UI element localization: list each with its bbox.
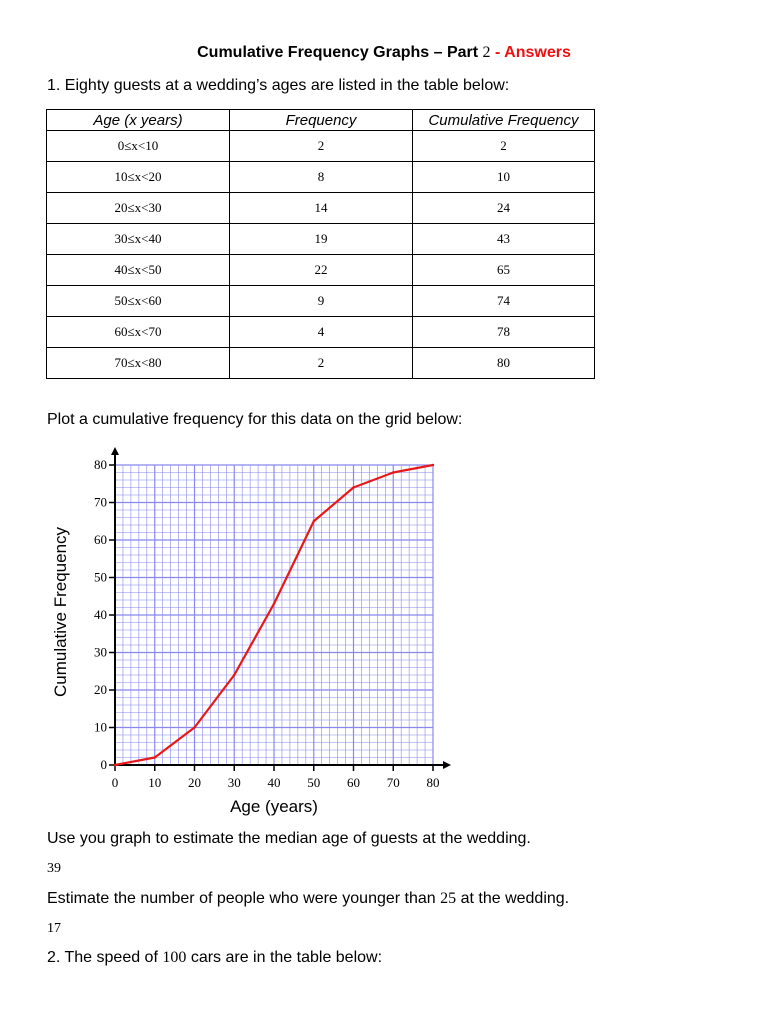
younger-question-text-end: at the wedding. (460, 890, 570, 907)
table-row (47, 224, 595, 255)
data-point (273, 603, 275, 605)
header-cumulative (413, 110, 595, 131)
frequency-cell: 22 (230, 255, 413, 286)
header-age-label: Age (x years) (93, 111, 183, 129)
data-point (193, 726, 195, 728)
data-point (432, 464, 434, 466)
younger-answer: 17 (47, 921, 61, 936)
table-row (47, 162, 595, 193)
y-tick-label: 0 (100, 757, 107, 772)
y-axis-arrow-icon (111, 447, 119, 455)
y-tick-label: 80 (94, 457, 107, 472)
title-part-number: 2 (482, 44, 491, 61)
chart-ticks (94, 457, 440, 790)
frequency-cell: 14 (230, 193, 413, 224)
age-cell: 50≤x<60 (47, 286, 230, 317)
q2-intro-number: 100 (162, 949, 187, 966)
x-axis-arrow-icon (443, 761, 451, 769)
younger-question (47, 890, 569, 908)
cumulative-cell: 24 (413, 193, 595, 224)
frequency-cell: 8 (230, 162, 413, 193)
q1-intro: 1. Eighty guests at a wedding’s ages are listed in the table below: (47, 77, 510, 94)
y-axis-label: Cumulative Frequency (51, 526, 70, 698)
table-row (47, 348, 595, 379)
cumulative-cell: 2 (413, 131, 595, 162)
y-tick-label: 50 (94, 569, 107, 585)
frequency-cell: 2 (230, 348, 413, 379)
age-cell: 70≤x<80 (47, 348, 230, 379)
y-tick-label: 70 (94, 494, 107, 510)
age-cell: 40≤x<50 (47, 255, 230, 286)
data-point (313, 520, 315, 522)
data-point (154, 756, 156, 758)
median-question: Use you graph to estimate the median age of guests at the wedding. (47, 830, 531, 847)
table-row (47, 255, 595, 286)
data-point (352, 486, 354, 488)
age-cell: 30≤x<40 (47, 224, 230, 255)
title-answers-label: - Answers (495, 44, 571, 61)
frequency-table (46, 109, 595, 379)
frequency-cell: 4 (230, 317, 413, 348)
header-cumulative-label: Cumulative Frequency (428, 111, 579, 129)
data-point (392, 471, 394, 473)
page-title (0, 44, 768, 62)
cumulative-cell: 80 (413, 348, 595, 379)
q2-intro-text-end: cars are in the table below: (190, 949, 383, 966)
plot-instruction: Plot a cumulative frequency for this data on the grid below: (47, 411, 463, 428)
y-tick-label: 60 (94, 532, 107, 547)
frequency-cell: 9 (230, 286, 413, 317)
y-tick-label: 30 (94, 644, 107, 660)
y-tick-label: 20 (94, 682, 107, 697)
y-tick-label: 10 (94, 719, 107, 735)
table-row (47, 131, 595, 162)
header-frequency (230, 110, 413, 131)
x-tick-label: 10 (148, 775, 162, 790)
frequency-cell: 2 (230, 131, 413, 162)
younger-question-text: Estimate the number of people who were younger than (47, 890, 436, 907)
x-tick-label: 50 (307, 775, 321, 790)
younger-question-number: 25 (440, 890, 457, 907)
x-tick-label: 40 (267, 775, 281, 790)
cumulative-frequency-chart (40, 440, 460, 830)
chart-grid (115, 465, 433, 765)
header-age (47, 110, 230, 131)
table-row (47, 317, 595, 348)
x-axis-label: Age (years) (230, 797, 318, 816)
x-tick-label: 80 (426, 775, 440, 790)
x-tick-label: 60 (347, 775, 360, 790)
y-tick-label: 40 (94, 607, 107, 622)
q2-intro-text: 2. The speed of (47, 949, 158, 966)
age-cell: 20≤x<30 (47, 193, 230, 224)
median-answer: 39 (47, 861, 61, 876)
table-row (47, 193, 595, 224)
x-tick-label: 0 (111, 775, 119, 790)
cumulative-cell: 43 (413, 224, 595, 255)
cumulative-cell: 78 (413, 317, 595, 348)
age-cell: 60≤x<70 (47, 317, 230, 348)
frequency-cell: 19 (230, 224, 413, 255)
x-tick-label: 70 (386, 775, 400, 790)
data-point (233, 674, 235, 676)
cumulative-cell: 10 (413, 162, 595, 193)
x-tick-label: 30 (227, 775, 241, 790)
q2-intro (47, 949, 382, 967)
cumulative-cell: 65 (413, 255, 595, 286)
cumulative-cell: 74 (413, 286, 595, 317)
table-header-row (47, 110, 595, 131)
data-point (114, 764, 116, 766)
header-frequency-label: Frequency (285, 111, 357, 129)
age-cell: 0≤x<10 (47, 131, 230, 162)
table-row (47, 286, 595, 317)
title-main: Cumulative Frequency Graphs – Part (197, 44, 479, 61)
age-cell: 10≤x<20 (47, 162, 230, 193)
x-tick-label: 20 (188, 775, 201, 790)
